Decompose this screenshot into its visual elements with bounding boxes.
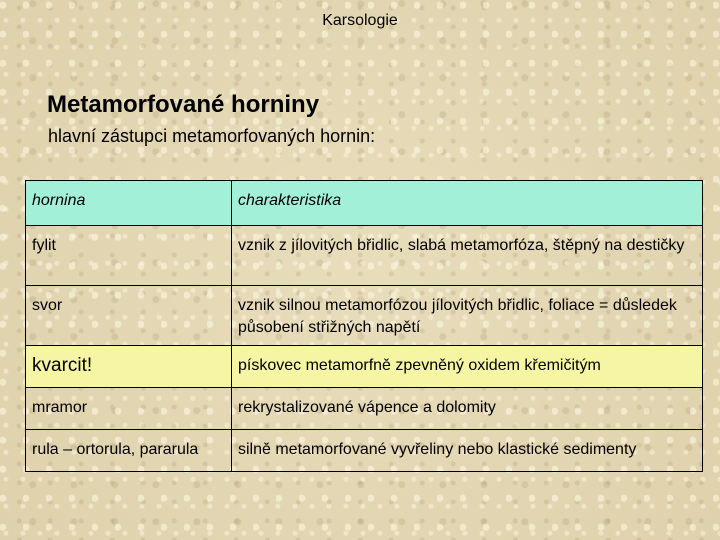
rock-description-cell: vznik silnou metamorfózou jílovitých břidlic, foliace = důsledek působení střižných napětí [232,286,703,346]
table-row-highlighted [26,346,703,388]
header-caption: Karsologie [322,12,398,29]
rock-description-cell: silně metamorfované vyvřeliny nebo klastické sedimenty [232,430,703,472]
rock-name-cell: fylit [26,226,232,286]
rock-description-cell: pískovec metamorfně zpevněný oxidem křemičitým [232,346,703,388]
table-row [26,286,703,346]
rock-name-cell: mramor [26,388,232,430]
table-header-row [26,181,703,226]
column-header-characteristics: charakteristika [232,181,703,226]
rock-table [25,180,703,472]
rock-name-cell: svor [26,286,232,346]
table-row [26,388,703,430]
slide-title: Metamorfované horniny [47,91,320,118]
rock-name-cell: kvarcit! [26,346,232,388]
slide-subtitle: hlavní zástupci metamorfovaných hornin: [48,126,376,146]
table-row [26,226,703,286]
column-header-rock: hornina [26,181,232,226]
table-row [26,430,703,472]
rock-description-cell: vznik z jílovitých břidlic, slabá metamorfóza, štěpný na destičky [232,226,703,286]
rock-description-cell: rekrystalizované vápence a dolomity [232,388,703,430]
rock-name-cell: rula – ortorula, pararula [26,430,232,472]
